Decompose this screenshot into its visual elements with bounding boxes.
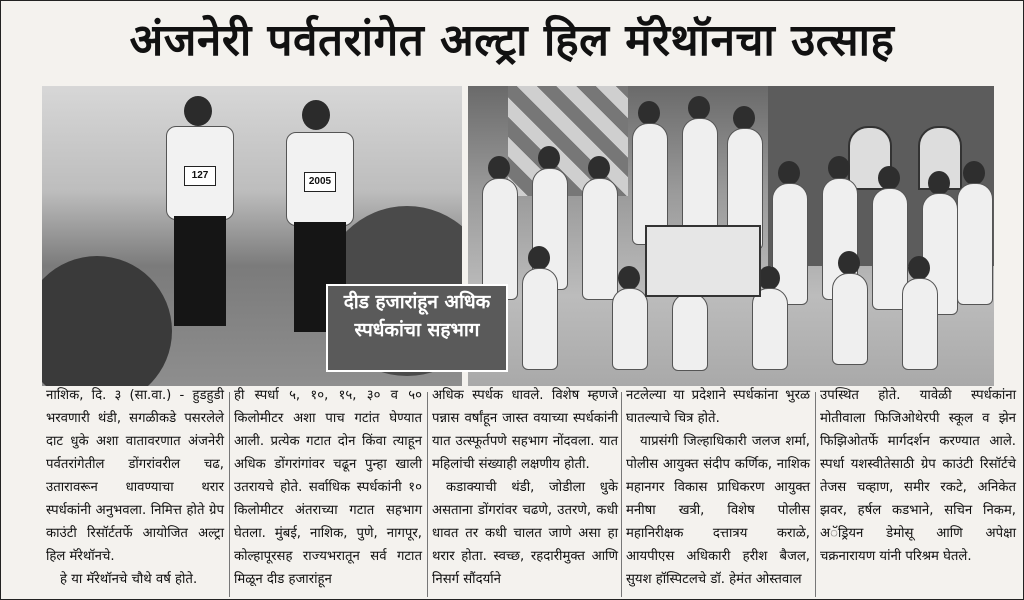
paragraph: याप्रसंगी जिल्हाधिकारी जलज शर्मा, पोलीस आयुक्त संदीप कर्णिक, नाशिक महानगर विकास प्राधिकरण आयुक्त मनीषा खत्री, विशेष पोलीस महानिरीक्षक दत्तात्रय कराळे, आयपीएस अधिकारी हरीश बैजल, सुयश हॉस्पिटलचे डॉ. हेमंत ओस्तवाल [626,434,810,587]
column-divider [427,392,428,597]
bib-number-1: 127 [184,166,216,186]
paragraph: नटलेल्या या प्रदेशाने स्पर्धकांना भुरळ घातल्याचे चित्र होते. [626,388,810,426]
headline: अंजनेरी पर्वतरांगेत अल्ट्रा हिल मॅरेथॉनचा उत्साह [129,15,895,66]
event-banner-image [645,225,761,297]
photo-caption: दीड हजारांहून अधिक स्पर्धकांचा सहभाग [326,284,508,372]
paragraph: कडाक्याची थंडी, जोडीला धुके असताना डोंगरांवर चढणे, उतरणे, कधी धावत तर कधी चालत जाणे असा हा थरार होता. स्वच्छ, रहदारीमुक्त आणि निसर्ग सौंदर्याने [432,480,618,587]
column-divider [621,392,622,597]
article-column-5 [820,384,1016,568]
column-divider [815,392,816,597]
article-column-1 [46,384,224,591]
bib-number-2: 2005 [304,172,336,192]
article-column-4 [626,384,810,591]
paragraph: अधिक स्पर्धक धावले. विशेष म्हणजे पन्नास वर्षांहून जास्त वयाच्या स्पर्धकांनी यात उत्स्फूर्तपणे सहभाग नोंदवला. यात महिलांची संख्याही लक्षणीय होती. [432,388,618,472]
article-column-2 [234,384,422,591]
paragraph: नाशिक, दि. ३ (सा.वा.) - हुडहुडी भरवणारी थंडी, सगळीकडे पसरलेले दाट धुके अशा वातावरणात अंजनेरी पर्वतरांगेतील डोंगरांवरील चढ, उतारावरून धावण्याचा थरार स्पर्धकांनी अनुभवला. निमित्त होते ग्रेप काउंटी रिसॉर्टतर्फे आयोजित अल्ट्रा हिल मॅरेथॉनचे. [46,388,224,564]
column-divider [229,392,230,597]
paragraph: हे या मॅरेथॉनचे चौथे वर्ष होते. [60,572,198,587]
paragraph: उपस्थित होते. यावेळी स्पर्धकांना मोतीवाला फिजिओथेरपी स्कूल व झेन फिझिओतर्फे मार्गदर्शन करण्यात आले. स्पर्धा यशस्वीतेसाठी ग्रेप काउंटी रिसॉर्टचे तेजस चव्हाण, समीर रकटे, अनिकेत झवर, हर्षल कडभाने, सचिन निकम, अॅड्रियन डेमोसू आणि अपेक्षा चक्रनारायण यांनी परिश्रम घेतले. [820,388,1016,564]
article-column-3 [432,384,618,591]
paragraph: ही स्पर्धा ५, १०, १५, ३० व ५० किलोमीटर अशा पाच गटांत घेण्यात आली. प्रत्येक गटात दोन किंवा त्याहून अधिक डोंगरांगांवर चढून पुन्हा खाली उतरायचे होते. सर्वाधिक स्पर्धकांनी १० किलोमीटर अंतराच्या गटात सहभाग घेतला. मुंबई, नाशिक, पुणे, नागपूर, कोल्हापूरसह राज्यभरातून सर्व गटात मिळून दीड हजारांहून [234,388,422,587]
